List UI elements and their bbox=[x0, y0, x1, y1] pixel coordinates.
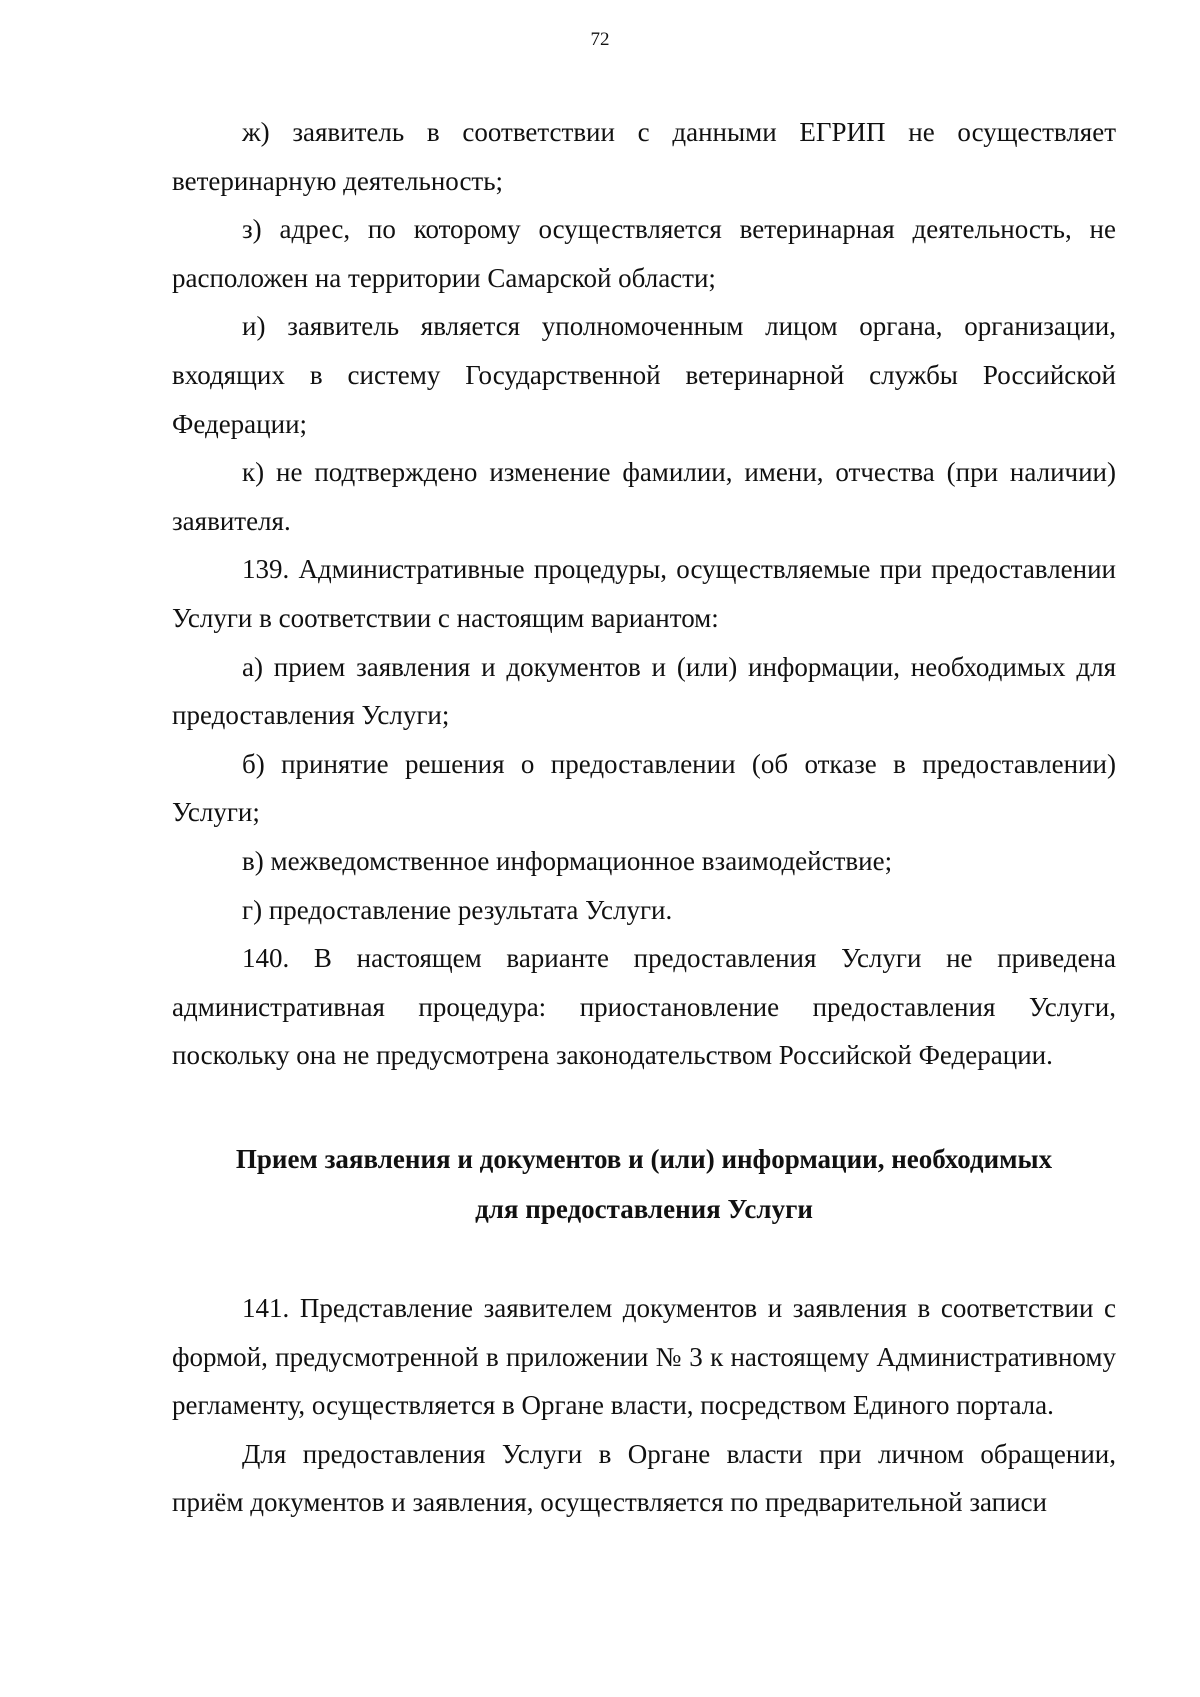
paragraph-appointment: Для предоставления Услуги в Органе власти при личном обращении, приём документов и заявления, осуществляется по предварительной записи bbox=[172, 1438, 1116, 1518]
paragraph-item-i: и) заявитель является уполномоченным лицом органа, организации, входящих в систему Государственной ветеринарной службы Российской Федерации; bbox=[172, 311, 1116, 439]
paragraph-item-z: з) адрес, по которому осуществляется ветеринарная деятельность, не расположен на территории Самарской области; bbox=[172, 214, 1116, 293]
body-text-bottom bbox=[172, 1284, 1116, 1527]
paragraph-item-a: а) прием заявления и документов и (или) информации, необходимых для предоставления Услуги; bbox=[172, 651, 1116, 731]
paragraph-139: 139. Административные процедуры, осуществляемые при предоставлении Услуги в соответствии с настоящим вариантом: bbox=[172, 554, 1116, 633]
page-number: 72 bbox=[590, 29, 610, 50]
section-heading-line-2: для предоставления Услуги bbox=[475, 1194, 813, 1224]
paragraph-item-zh: ж) заявитель в соответствии с данными ЕГРИП не осуществляет ветеринарную деятельность; bbox=[172, 117, 1116, 196]
paragraph-item-b: б) принятие решения о предоставлении (об отказе в предоставлении) Услуги; bbox=[172, 748, 1116, 828]
paragraph-141: 141. Представление заявителем документов и заявления в соответствии с формой, предусмотренной в приложении № 3 к настоящему Административному регламенту, осуществляется в Органе власти, посредством Единого портала. bbox=[172, 1293, 1116, 1421]
body-text-top bbox=[172, 108, 1116, 1080]
section-heading-line-1: Прием заявления и документов и (или) информации, необходимых bbox=[235, 1144, 1053, 1174]
paragraph-item-v: в) межведомственное информационное взаимодействие; bbox=[242, 845, 893, 876]
paragraph-item-g: г) предоставление результата Услуги. bbox=[242, 894, 673, 925]
paragraph-item-k: к) не подтверждено изменение фамилии, имени, отчества (при наличии) заявителя. bbox=[172, 457, 1116, 536]
paragraph-140: 140. В настоящем варианте предоставления Услуги не приведена административная процедура: приостановление предоставления Услуги, поскольку она не предусмотрена законодательством Российской Федерации. bbox=[172, 943, 1116, 1071]
section-heading bbox=[172, 1135, 1116, 1233]
